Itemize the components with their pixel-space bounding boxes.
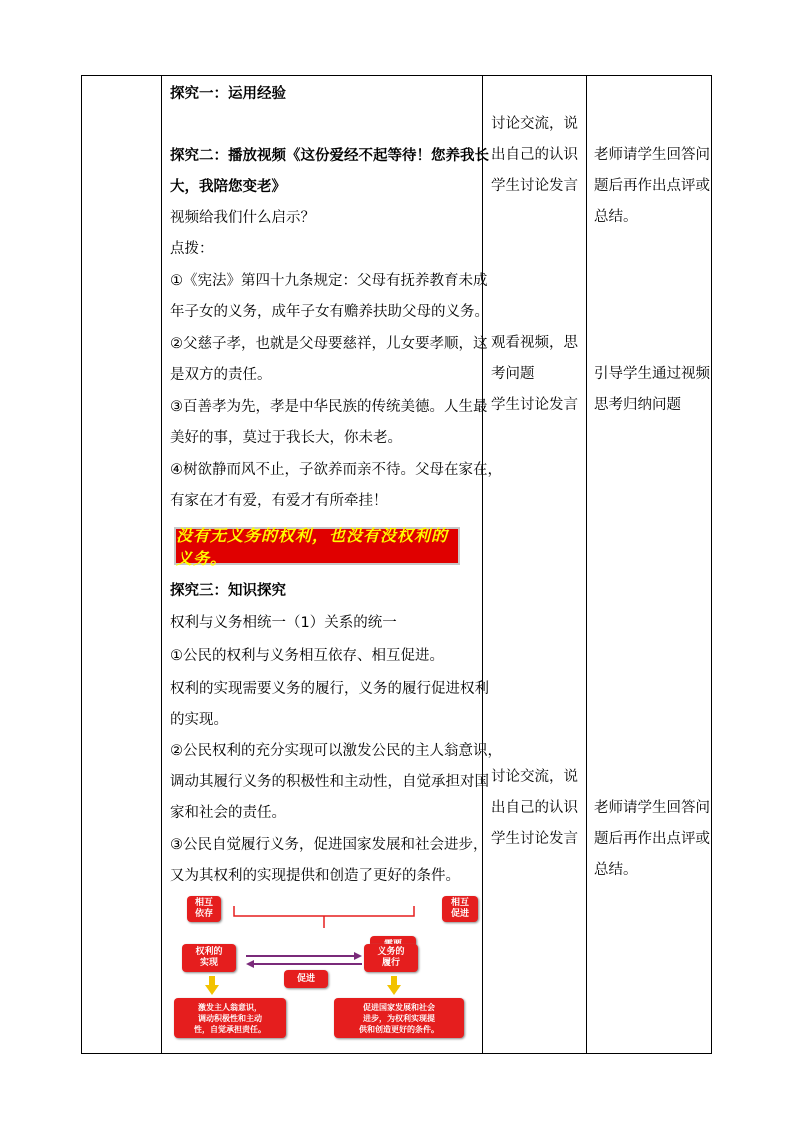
section-heading: 探究三：知识探究 (170, 583, 286, 599)
lesson-table (81, 75, 712, 1054)
left-result-box (174, 998, 286, 1038)
activity-line: 学生讨论发言 (491, 178, 578, 194)
note-line: 老师请学生回答问 (594, 147, 710, 163)
rights-duties-diagram (174, 894, 474, 1052)
text-line: 权利的实现需要义务的履行，义务的履行促进权利 (170, 681, 489, 697)
teacher-note-block (594, 359, 710, 421)
text-line: 又为其权利的实现提供和创造了更好的条件。 (170, 868, 460, 884)
slogan-banner (174, 526, 460, 568)
left-result-label: 激发主人翁意识， 调动积极性和主动 性，自觉承担责任。 (194, 1002, 266, 1034)
text-line: ①《宪法》第四十九条规定：父母有抚养教育未成 (170, 273, 488, 289)
activity-line: 讨论交流，说 (491, 769, 578, 785)
text-line: 调动其履行义务的积极性和主动性，自觉承担对国 (170, 774, 489, 790)
teacher-note-block (594, 793, 710, 886)
note-line: 总结。 (594, 862, 638, 878)
slogan-text: 没有无义务的权利，也没有没权利的义务。 (176, 526, 449, 568)
text-line: 的实现。 (170, 712, 228, 728)
student-activity-block (491, 762, 578, 855)
text-line: ②公民权利的充分实现可以激发公民的主人翁意识， (170, 743, 502, 759)
student-activity-block (491, 109, 578, 202)
activity-line: 出自己的认识 (491, 147, 578, 163)
mutual-dependence-label: 相互 依存 (194, 898, 213, 919)
column-divider (586, 76, 587, 1053)
text-line: 年子女的义务，成年子女有赡养扶助父母的义务。 (170, 304, 489, 320)
activity-line: 观看视频，思 (491, 335, 578, 351)
section-heading-cont: 大，我陪您变老》 (170, 179, 286, 195)
promote-box (284, 970, 328, 988)
promote-label: 促进 (296, 973, 315, 984)
down-arrow-icon (205, 985, 219, 995)
down-arrow-icon (387, 985, 401, 995)
activity-line: 出自己的认识 (491, 800, 578, 816)
note-line: 思考归纳问题 (594, 397, 681, 413)
activity-line: 讨论交流，说 (491, 116, 578, 132)
question-text: 视频给我们什么启示？ (170, 210, 315, 226)
rights-realization-label: 权利的 实现 (195, 947, 223, 968)
column-divider (161, 76, 162, 1053)
text-line: ①公民的权利与义务相互依存、相互促进。 (170, 648, 444, 664)
text-line: ③百善孝为先，孝是中华民族的传统美德。人生最 (170, 399, 488, 415)
activity-line: 学生讨论发言 (491, 397, 578, 413)
right-result-label: 促进国家发展和社会 进步，为权利实现提 供和创造更好的条件。 (359, 1002, 439, 1034)
text-line: 家和社会的责任。 (170, 805, 286, 821)
right-result-box (334, 998, 464, 1038)
text-line: 美好的事，莫过于我长大，你未老。 (170, 430, 402, 446)
rights-realization-box (182, 944, 236, 972)
activity-line: 学生讨论发言 (491, 831, 578, 847)
activity-line: 考问题 (491, 366, 535, 382)
mutual-promotion-box (442, 896, 478, 922)
duty-fulfillment-box (364, 944, 418, 972)
duty-fulfillment-label: 义务的 履行 (377, 947, 405, 968)
mutual-promotion-label: 相互 促进 (450, 898, 469, 919)
teacher-note-block (594, 140, 710, 233)
text-line: ③公民自觉履行义务，促进国家发展和社会进步， (170, 837, 488, 853)
note-line: 题后再作出点评或 (594, 178, 710, 194)
note-line: 总结。 (594, 209, 638, 225)
note-line: 题后再作出点评或 (594, 831, 710, 847)
mutual-dependence-box (187, 896, 221, 922)
text-line: 有家在才有爱，有爱才有所牵挂！ (170, 493, 388, 509)
text-line: 是双方的责任。 (170, 367, 272, 383)
note-line: 老师请学生回答问 (594, 800, 710, 816)
hint-label: 点拨： (170, 241, 214, 257)
text-line: 权利与义务相统一（1）关系的统一 (170, 615, 397, 631)
section-heading: 探究一：运用经验 (170, 86, 286, 102)
text-line: ②父慈子孝，也就是父母要慈祥，儿女要孝顺，这 (170, 336, 488, 352)
note-line: 引导学生通过视频 (594, 366, 710, 382)
column-divider (482, 76, 483, 1053)
student-activity-block (491, 328, 578, 421)
text-line: ④树欲静而风不止，子欲养而亲不待。父母在家在， (170, 462, 502, 478)
section-heading: 探究二：播放视频《这份爱经不起等待！您养我长 (170, 148, 489, 164)
